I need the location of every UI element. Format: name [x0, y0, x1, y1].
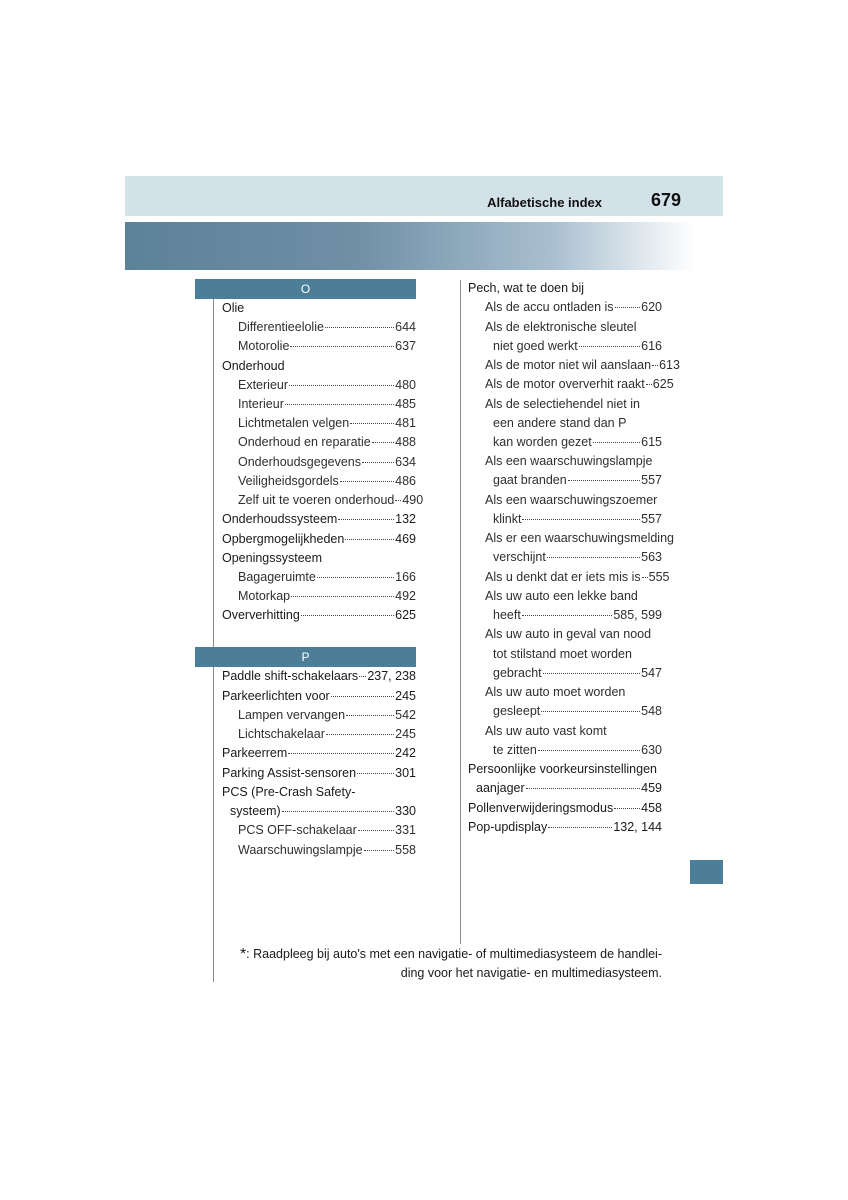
- index-entry[interactable]: PCS OFF-schakelaar 331: [238, 823, 416, 837]
- index-entry[interactable]: Oververhitting 625: [222, 608, 416, 622]
- index-entry[interactable]: Openingssysteem: [222, 551, 323, 565]
- index-entry[interactable]: Motorolie 637: [238, 339, 416, 353]
- index-entry[interactable]: Waarschuwingslampje 558: [238, 843, 416, 857]
- index-entry[interactable]: Onderhoudssysteem 132: [222, 512, 416, 526]
- index-entry[interactable]: tot stilstand moet worden: [493, 647, 632, 661]
- index-entry[interactable]: verschijnt 563: [493, 550, 662, 564]
- index-entry[interactable]: een andere stand dan P: [493, 416, 627, 430]
- footnote-marker: *: [239, 946, 247, 963]
- footnote: [222, 945, 662, 983]
- index-entry[interactable]: systeem) 330: [230, 804, 416, 818]
- footnote-line-1: : Raadpleeg bij auto's met een navigatie- of multimediasysteem de handlei-: [246, 947, 662, 961]
- index-entry[interactable]: Veiligheidsgordels 486: [238, 474, 416, 488]
- index-entry[interactable]: Parkeerlichten voor 245: [222, 689, 416, 703]
- index-entry[interactable]: gaat branden 557: [493, 473, 662, 487]
- index-entry[interactable]: Als uw auto in geval van nood: [485, 627, 652, 641]
- index-entry[interactable]: Exterieur 480: [238, 378, 416, 392]
- index-entry[interactable]: Als de selectiehendel niet in: [485, 397, 640, 411]
- index-entry[interactable]: Als uw auto een lekke band: [485, 589, 638, 603]
- index-entry[interactable]: Als uw auto moet worden: [485, 685, 626, 699]
- index-entry[interactable]: Zelf uit te voeren onderhoud 490: [238, 493, 424, 507]
- index-entry[interactable]: Differentieelolie 644: [238, 320, 416, 334]
- index-entry[interactable]: Parking Assist-sensoren 301: [222, 766, 416, 780]
- index-entry[interactable]: PCS (Pre-Crash Safety-: [222, 785, 356, 799]
- column-divider-left: [213, 280, 214, 982]
- header-bar: [125, 176, 723, 216]
- index-entry[interactable]: Als uw auto vast komt: [485, 724, 607, 738]
- index-entry[interactable]: Onderhoud: [222, 359, 285, 373]
- index-entry[interactable]: Pop-updisplay 132, 144: [468, 820, 662, 834]
- index-entry[interactable]: klinkt 557: [493, 512, 662, 526]
- index-entry[interactable]: kan worden gezet 615: [493, 435, 662, 449]
- index-entry[interactable]: Lampen vervangen 542: [238, 708, 416, 722]
- index-entry[interactable]: Als de motor oververhit raakt 625: [485, 377, 674, 391]
- header-gradient-band: [125, 222, 695, 270]
- index-entry[interactable]: Opbergmogelijkheden 469: [222, 532, 416, 546]
- section-heading-o: O: [195, 279, 416, 299]
- index-entry[interactable]: Persoonlijke voorkeursinstellingen: [468, 762, 657, 776]
- index-entry[interactable]: aanjager 459: [476, 781, 662, 795]
- index-entry[interactable]: gesleept 548: [493, 704, 662, 718]
- index-entry[interactable]: heeft 585, 599: [493, 608, 662, 622]
- index-entry[interactable]: Pollenverwijderingsmodus 458: [468, 801, 662, 815]
- index-entry[interactable]: gebracht 547: [493, 666, 662, 680]
- index-entry[interactable]: Onderhoud en reparatie 488: [238, 435, 416, 449]
- running-header-title: Alfabetische index: [487, 195, 602, 210]
- index-entry[interactable]: Als er een waarschuwingsmelding: [485, 531, 674, 545]
- chapter-tab: [690, 860, 723, 884]
- index-entry[interactable]: Als de elektronische sleutel: [485, 320, 637, 334]
- index-entry[interactable]: Als de motor niet wil aanslaan 613: [485, 358, 680, 372]
- column-divider-middle: [460, 280, 461, 944]
- footnote-line-2: ding voor het navigatie- en multimediasysteem.: [400, 966, 662, 980]
- index-entry[interactable]: te zitten 630: [493, 743, 662, 757]
- index-entry[interactable]: Paddle shift-schakelaars 237, 238: [222, 669, 416, 683]
- index-entry[interactable]: Olie: [222, 301, 245, 315]
- index-entry[interactable]: Interieur 485: [238, 397, 416, 411]
- index-entry[interactable]: Bagageruimte 166: [238, 570, 416, 584]
- index-entry[interactable]: niet goed werkt 616: [493, 339, 662, 353]
- index-entry[interactable]: Lichtschakelaar 245: [238, 727, 416, 741]
- index-entry[interactable]: Als een waarschuwingszoemer: [485, 493, 658, 507]
- section-heading-p: P: [195, 647, 416, 667]
- index-entry[interactable]: Motorkap 492: [238, 589, 416, 603]
- index-entry[interactable]: Pech, wat te doen bij: [468, 281, 585, 295]
- index-entry[interactable]: Als een waarschuwingslampje: [485, 454, 653, 468]
- page-number: 679: [651, 190, 682, 210]
- index-entry[interactable]: Lichtmetalen velgen 481: [238, 416, 416, 430]
- index-entry[interactable]: Onderhoudsgegevens 634: [238, 455, 416, 469]
- index-entry[interactable]: Als u denkt dat er iets mis is 555: [485, 570, 670, 584]
- index-entry[interactable]: Parkeerrem 242: [222, 746, 416, 760]
- index-entry[interactable]: Als de accu ontladen is 620: [485, 300, 662, 314]
